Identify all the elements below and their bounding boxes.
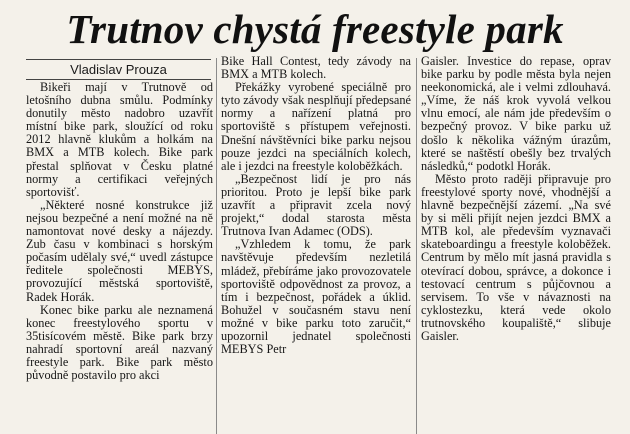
paragraph: Překážky vyrobené speciálně pro tyto závody však nesplňují předepsané normy a nařízení platná pro sportoviště s přístupem veřejnosti. Dnešní návštěvníci bike parku nejsou pouze jezdci na speciálních kolech, ale i jezdci na freestyle koloběžkách. xyxy=(221,80,411,173)
headline: Trutnov chystá freestyle park xyxy=(66,6,564,52)
article-column-2 xyxy=(221,55,411,434)
paragraph: Konec bike parku ale neznamená konec freestylového sportu v 35tisícovém městě. Bike park brzy nahradí sportovní areál nazvaný freestyle park. Bike park město původně postavilo pro akci xyxy=(26,302,213,383)
paragraph: „Bezpečnost lidí je pro nás prioritou. Proto je lepší bike park uzavřít a připravit zcela nový projekt,“ dodal starosta města Trutnova Ivan Adamec (ODS). xyxy=(221,171,411,239)
paragraph: „Vzhledem k tomu, že park navštěvuje především nezletilá mládež, přebíráme jako provozovatele sportoviště odpovědnost za provoz, a tím i bezpečnost, pořádek a úklid. Bohužel v současném stavu není možné v bike parku toto zaručit,“ upozornil jednatel společnosti MEBYS Petr xyxy=(221,237,411,357)
paragraph: „Některé nosné konstrukce již nejsou bezpečné a není možné na ně namontovat nové desky a nájezdy. Zub času v kombinaci s horským počasím udělaly své,“ uvedl zástupce ředitele společnosti MEBYS, provozující městská sportoviště, Radek Horák. xyxy=(26,197,213,304)
paragraph: Bike Hall Contest, tedy závody na BMX a MTB kolech. xyxy=(221,55,411,82)
article-column-1 xyxy=(26,81,213,434)
column-divider xyxy=(216,58,217,434)
byline-rule-bottom xyxy=(26,79,211,80)
paragraph: Bikeři mají v Trutnově od letošního dubna smůlu. Podmínky donutily město nadobro uzavřít místní bike park, sloužící od roku 2012 hlavně klukům a holkám na BMX a MTB kolech. Bike park přestal splňovat v Česku platné normy a certifikaci veřejných sportovišť. xyxy=(26,81,213,199)
article-column-3 xyxy=(421,55,611,434)
byline: Vladislav Prouza xyxy=(70,62,167,77)
column-divider xyxy=(416,58,417,434)
paragraph: Město proto raději připravuje pro freestylové sporty nové, vhodnější a hlavně bezpečnější zázemí. „Na své by si měli přijít nejen jezdci BMX a MTB kol, ale především vyznavači skateboardingu a freestyle koloběžek. Centrum by mělo mít jasná pravidla s otevírací dobou, správce, a dokonce i testovací centrum s půjčovnou a servisem. To vše v návaznosti na cyklostezku, která vede okolo trutnovského koupaliště,“ slibuje Gaisler. xyxy=(421,171,611,343)
byline-rule-top xyxy=(26,59,211,60)
paragraph: Gaisler. Investice do repase, oprav bike parku by podle města byla nejen neekonomická, ale i velmi zdlouhavá. „Víme, že náš krok vyvolá velkou vlnu emocí, ale nám jde především o bezpečný provoz. V bike parku už došlo k několika vážným úrazům, které se naštěstí obešly bez trvalých následků,“ podotkl Horák. xyxy=(421,55,611,173)
